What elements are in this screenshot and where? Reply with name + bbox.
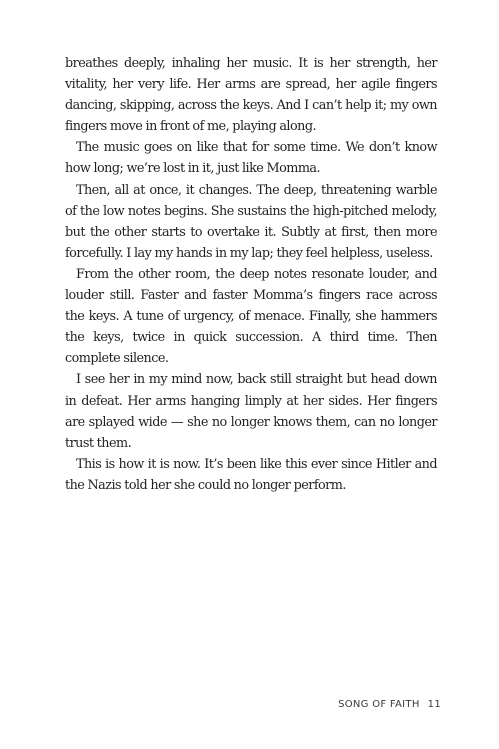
running-footer [338, 699, 441, 710]
book-title: SONG OF FAITH [338, 699, 420, 710]
paragraph: From the other room, the deep notes resonate louder, and louder still. Faster and faster Momma’s fingers race across the keys. A tune of urgency, of menace. Finally, she hammers the keys, twice in quick succession. A third time. Then complete silence. [65, 266, 437, 367]
page-number: 11 [427, 699, 441, 710]
paragraph: This is how it is now. It’s been like this ever since Hitler and the Nazis told her she could no longer perform. [65, 456, 437, 493]
body-text [65, 53, 437, 496]
paragraph: Then, all at once, it changes. The deep, threatening warble of the low notes begins. She sustains the high-pitched melody, but the other starts to overtake it. Subtly at first, then more forcefully. I lay my hands in my lap; they feel helpless, useless. [65, 182, 437, 261]
paragraph: The music goes on like that for some time. We don’t know how long; we’re lost in it, just like Momma. [65, 140, 437, 177]
paragraph: I see her in my mind now, back still straight but head down in defeat. Her arms hanging limply at her sides. Her fingers are splayed wide — she no longer knows them, can no longer trust them. [65, 372, 437, 451]
paragraph: breathes deeply, inhaling her music. It is her strength, her vitality, her very life. Her arms are spread, her agile fingers dancing, skipping, across the keys. And I can’t help it; my own fingers move in front of me, playing along. [65, 56, 437, 135]
